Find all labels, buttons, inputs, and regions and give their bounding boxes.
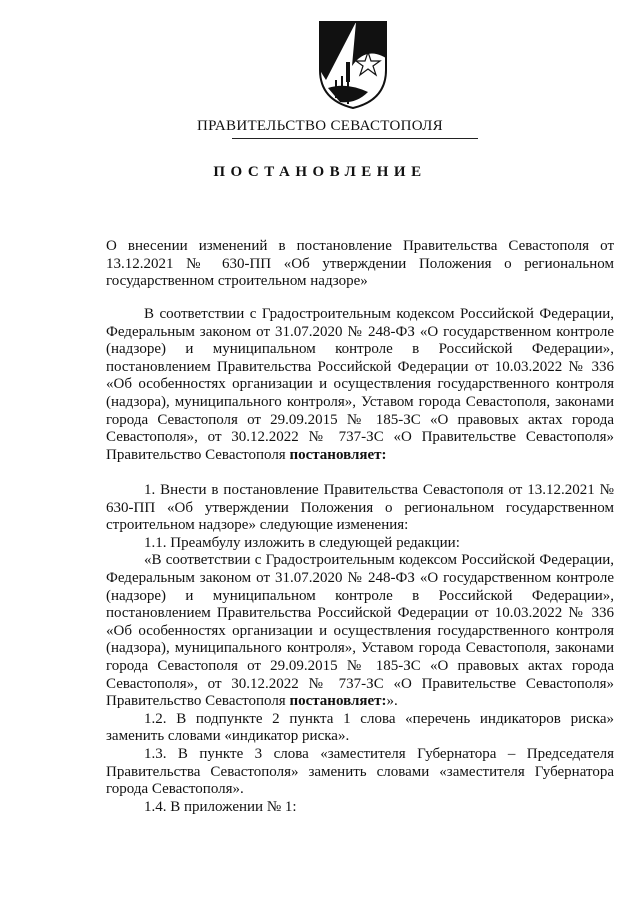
- quote-text: «В соответствии с Градостроительным кодексом Российской Федерации, Федеральным законом от 31.07.2020 № 248-ФЗ «О государственном контроле (надзоре) и муниципальном контроле в Российской Федерации», постановлением Правительства Российской Федерации от 10.03.2022 № 336 «Об особенностях организации и осуществления государственного контроля (надзора), муниципального контроля», Уставом города Севастополя, законами города Севастополя от 29.09.2015 № 185-ЗС «О правовых актах города Севастополя», от 30.12.2022 № 737-ЗС «О Правительстве Севастополя» Правительство Севастополя: [106, 552, 614, 710]
- preamble: [106, 306, 614, 464]
- item-1: 1. Внести в постановление Правительства Севастополя от 13.12.2021 № 630-ПП «Об утверждении Положения о региональном государственном строительном надзоре» следующие изменения:: [106, 482, 614, 534]
- preamble-text: В соответствии с Градостроительным кодексом Российской Федерации, Федеральным законом от 31.07.2020 № 248-ФЗ «О государственном контроле (надзоре) и муниципальном контроле в Российской Федерации», постановлением Правительства Российской Федерации от 10.03.2022 № 336 «Об особенностях организации и осуществления государственного контроля (надзора), муниципального контроля», Уставом города Севастополя, законами города Севастополя от 29.09.2015 № 185-ЗС «О правовых актах города Севастополя», от 30.12.2022 № 737-ЗС «О Правительстве Севастополя» Правительство Севастополя: [106, 306, 614, 463]
- sevastopol-coat-of-arms-icon: [316, 18, 390, 110]
- quote-end: ».: [386, 693, 398, 710]
- item-1-2: 1.2. В подпункте 2 пункта 1 слова «перечень индикаторов риска» заменить словами «индикатор риска».: [106, 710, 614, 745]
- preamble-keyword: постановляет:: [289, 446, 387, 463]
- document-type: ПОСТАНОВЛЕНИЕ: [213, 164, 427, 180]
- item-1-3: 1.3. В пункте 3 слова «заместителя Губернатора – Председателя Правительства Севастополя» заменить словами «заместителя Губернатора города Севастополя».: [106, 745, 614, 798]
- item-1-4: 1.4. В приложении № 1:: [144, 798, 297, 815]
- item-1-1-quote: [106, 552, 614, 710]
- document-body: [106, 482, 614, 816]
- item-1-1: 1.1. Преамбулу изложить в следующей редакции:: [144, 534, 460, 551]
- quote-keyword: постановляет:: [289, 693, 387, 710]
- government-name: ПРАВИТЕЛЬСТВО СЕВАСТОПОЛЯ: [197, 118, 443, 134]
- document-subject: О внесении изменений в постановление Правительства Севастополя от 13.12.2021 № 630-ПП «Об утверждении Положения о региональном государственном строительном надзоре»: [106, 238, 614, 290]
- header-divider: [232, 138, 478, 139]
